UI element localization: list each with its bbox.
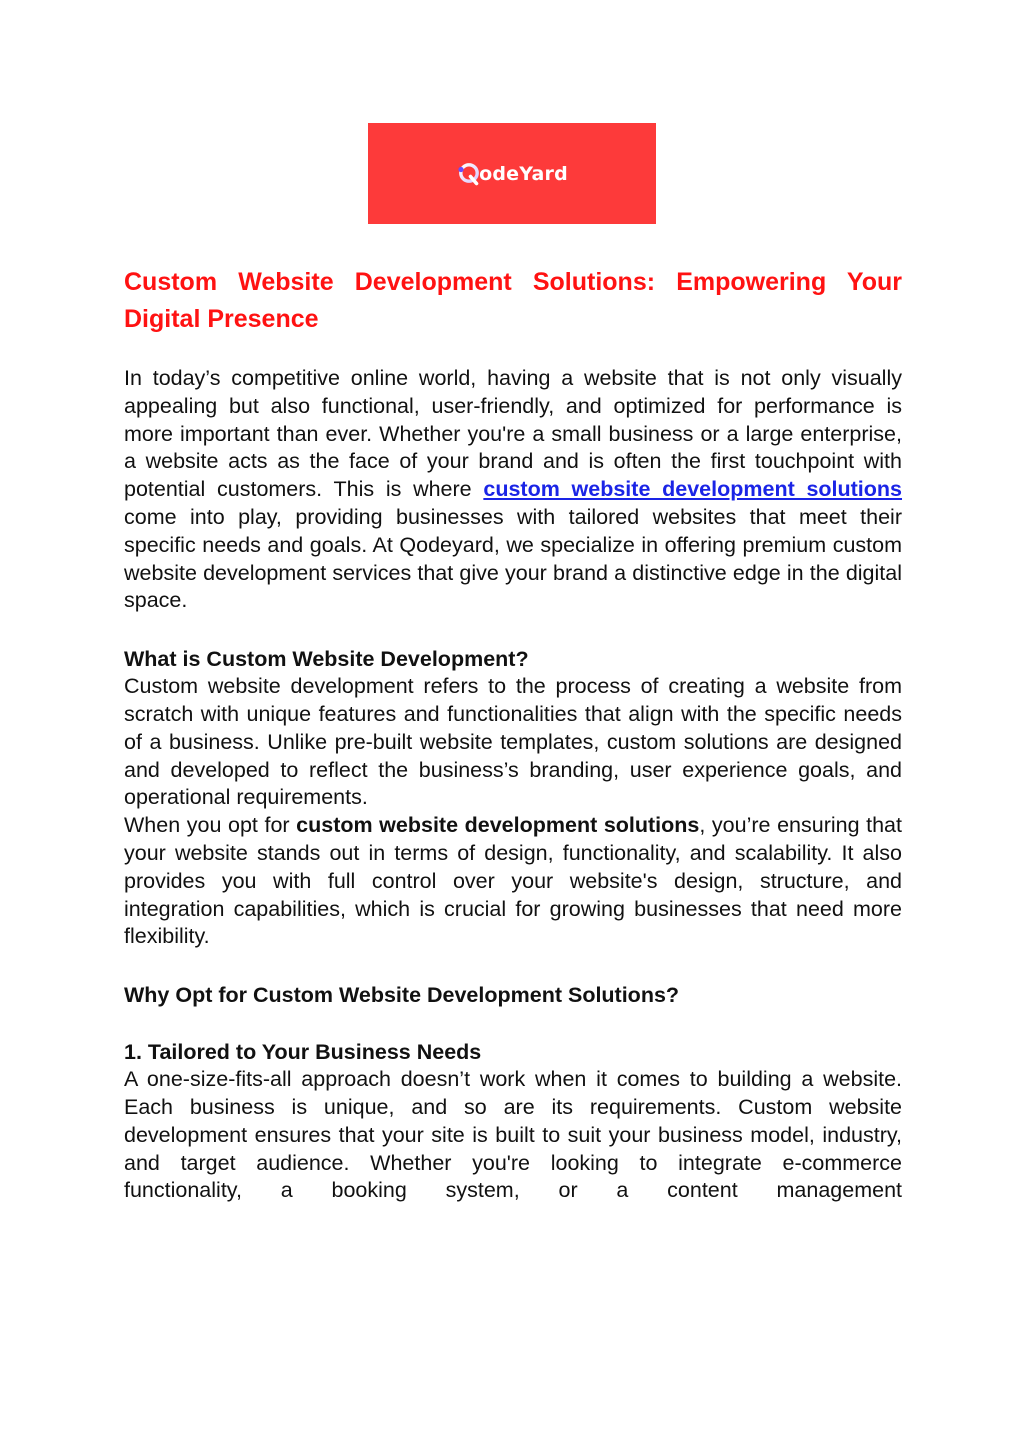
section1-p2-start: When you opt for [124, 813, 297, 838]
section-heading-why-opt: Why Opt for Custom Website Development Solutions? [124, 983, 680, 1008]
logo-banner [368, 123, 656, 224]
section1-paragraph-2 [124, 812, 902, 951]
section1-p2-end: , you’re ensuring that your website stands out in terms of design, functionality, and scalability. It also provides you with full control over your website's design, structure, and integration capabilities, which is crucial for growing businesses that need more flexibility. [124, 813, 902, 949]
qodeyard-logo [456, 161, 568, 187]
intro-text-start: In today’s competitive online world, having a website that is not only visually appealing but also functional, user-friendly, and optimized for performance is more important than ever. Whether you're a small business or a large enterprise, a website acts as the face of your brand and is often the first touchpoint with potential customers. This is where [124, 366, 902, 502]
section1-paragraph-1: Custom website development refers to the process of creating a website from scratch with unique features and functionalities that align with the specific needs of a business. Unlike pre-built website templates, custom solutions are designed and developed to reflect the business’s branding, user experience goals, and operational requirements. [124, 674, 902, 810]
subheading-tailored: 1. Tailored to Your Business Needs [124, 1040, 482, 1065]
custom-website-development-link[interactable]: custom website development solutions [483, 477, 903, 502]
tailored-paragraph: A one-size-fits-all approach doesn’t work when it comes to building a website. Each business is unique, and so are its requirements. Custom website development ensures that your site is built to suit your business model, industry, and target audience. Whether you're looking to integrate e-commerce functionality, a booking system, or a content management [124, 1067, 902, 1203]
intro-text-end: come into play, providing businesses with tailored websites that meet their specific needs and goals. At Qodeyard, we specialize in offering premium custom website development services that give your brand a distinctive edge in the digital space. [124, 504, 902, 613]
page-title: Custom Website Development Solutions: Empowering Your Digital Presence [124, 268, 902, 333]
logo-wordmark: odeYard [479, 162, 568, 185]
section1-p2-bold: custom website development solutions [296, 813, 700, 838]
section-heading-what-is: What is Custom Website Development? [124, 647, 529, 672]
article [124, 264, 902, 1205]
intro-paragraph [124, 365, 902, 615]
